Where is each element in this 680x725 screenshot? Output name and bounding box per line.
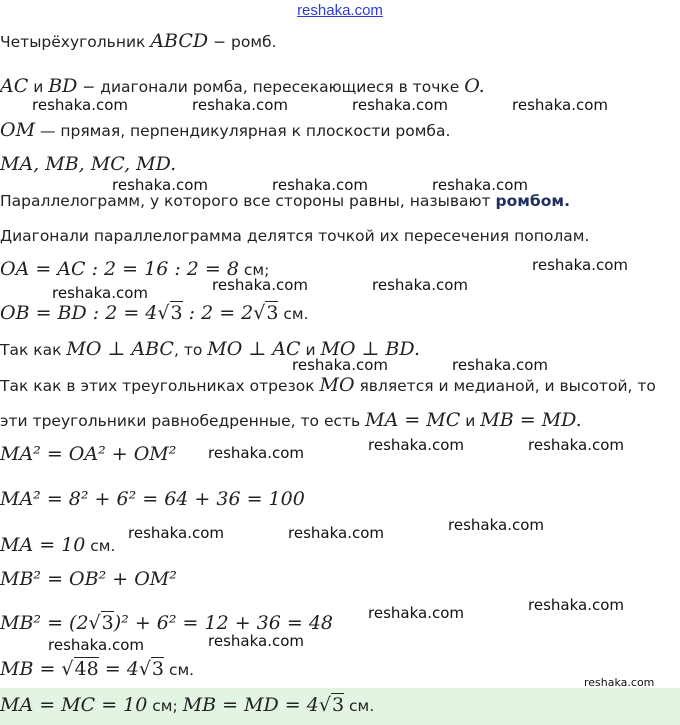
math: OA = AC : 2 = 16 : 2 = 8 xyxy=(0,258,239,280)
math: MA = 10 xyxy=(0,534,86,556)
text: является и медианой, и высотой, то xyxy=(354,377,656,395)
watermark: reshaka.com xyxy=(528,436,624,454)
math: MO ⊥ ABC xyxy=(66,338,174,360)
sqrt-value: 3 xyxy=(331,694,345,716)
line-ma-calc xyxy=(0,488,305,511)
sqrt-sign: √ xyxy=(138,658,151,680)
math: MB = xyxy=(0,658,62,680)
watermark: reshaka.com xyxy=(288,524,384,542)
line-median xyxy=(0,374,656,397)
watermark: reshaka.com xyxy=(208,632,304,650)
watermark: reshaka.com xyxy=(352,96,448,114)
math: OB = BD : 2 = 4 xyxy=(0,302,158,324)
math: = 4 xyxy=(98,658,139,680)
text: эти треугольники равнобедренные, то есть xyxy=(0,412,366,430)
line-mb-result xyxy=(0,658,194,681)
watermark: reshaka.com xyxy=(448,516,544,534)
watermark: reshaka.com xyxy=(452,356,548,374)
watermark: reshaka.com xyxy=(368,436,464,454)
sqrt-value: 3 xyxy=(170,302,183,324)
line-om xyxy=(0,119,450,142)
watermark: reshaka.com xyxy=(432,176,528,194)
text: , то xyxy=(173,341,208,359)
math: MB² = OB² + OM² xyxy=(0,568,177,590)
watermark: reshaka.com xyxy=(528,596,624,614)
answer-box xyxy=(0,688,680,725)
sqrt-value: 3 xyxy=(266,302,279,324)
watermark: reshaka.com xyxy=(128,524,224,542)
line-segments xyxy=(0,153,176,176)
sqrt-sign: √ xyxy=(61,658,74,680)
math: MO xyxy=(319,374,355,396)
math: MA = MC = 10 xyxy=(0,694,148,716)
line-rhombus-def xyxy=(0,30,277,53)
math: MA² = 8² + 6² = 64 + 36 = 100 xyxy=(0,488,305,510)
unit: см; xyxy=(238,261,270,279)
text: см; xyxy=(147,697,183,715)
watermark: reshaka.com xyxy=(368,604,464,622)
watermark: reshaka.com xyxy=(512,96,608,114)
text: и xyxy=(460,412,481,430)
math: MB = MD. xyxy=(480,409,582,431)
math: MA, MB, MC, MD. xyxy=(0,153,177,175)
text: Параллелограмм, у которого все стороны равны, называют xyxy=(0,192,496,210)
math: MA = MC xyxy=(365,409,461,431)
math: MB = MD = 4 xyxy=(182,694,319,716)
sqrt-value: 3 xyxy=(101,612,114,634)
line-ma-result xyxy=(0,534,115,557)
sqrt-sign: √ xyxy=(157,302,170,324)
math: BD xyxy=(48,75,78,97)
text: − диагонали ромба, пересекающиеся в точке xyxy=(77,78,465,96)
watermark: reshaka.com xyxy=(272,176,368,194)
math: ABCD xyxy=(150,30,209,52)
math: : 2 = 2 xyxy=(182,302,254,324)
math: MA² = OA² + OM² xyxy=(0,443,177,465)
watermark: reshaka.com xyxy=(532,256,628,274)
watermark: reshaka.com xyxy=(372,276,468,294)
sqrt-value: 48 xyxy=(74,658,99,680)
math: MO ⊥ AC xyxy=(207,338,301,360)
text: см. xyxy=(344,697,375,715)
line-diagonals xyxy=(0,75,485,98)
math: MO ⊥ BD. xyxy=(320,338,420,360)
text: Четырёхугольник xyxy=(0,33,146,51)
math: MB² = (2 xyxy=(0,612,89,634)
answer-line xyxy=(0,694,374,717)
sqrt-value: 3 xyxy=(151,658,165,680)
text: и xyxy=(28,78,49,96)
watermark: reshaka.com xyxy=(112,176,208,194)
text: Так как xyxy=(0,341,67,359)
line-mb-formula xyxy=(0,568,177,591)
line-isosceles xyxy=(0,409,582,432)
watermark: reshaka.com xyxy=(292,356,388,374)
sqrt-sign: √ xyxy=(253,302,266,324)
math: O. xyxy=(464,75,485,97)
watermark: reshaka.com xyxy=(52,284,148,302)
text: и xyxy=(300,341,321,359)
line-ob xyxy=(0,302,309,325)
bold-term: ромбом. xyxy=(495,192,570,210)
text: — прямая, перпендикулярная к плоскости ромба. xyxy=(35,122,451,140)
watermark: reshaka.com xyxy=(208,444,304,462)
unit: см. xyxy=(85,537,116,555)
text: − ромб. xyxy=(213,33,277,51)
text: Диагонали параллелограмма делятся точкой их пересечения пополам. xyxy=(0,227,590,245)
math: AC xyxy=(0,75,29,97)
math: OM xyxy=(0,119,36,141)
text: Так как в этих треугольниках отрезок xyxy=(0,377,320,395)
watermark: reshaka.com xyxy=(32,96,128,114)
unit: см. xyxy=(278,305,309,323)
sqrt-sign: √ xyxy=(88,612,101,634)
sqrt-sign: √ xyxy=(318,694,331,716)
watermark: reshaka.com xyxy=(48,636,144,654)
line-ma-formula xyxy=(0,443,176,466)
site-link[interactable]: reshaka.com xyxy=(297,2,383,19)
math: )² + 6² = 12 + 36 = 48 xyxy=(113,612,334,634)
watermark: reshaka.com xyxy=(212,276,308,294)
watermark: reshaka.com xyxy=(192,96,288,114)
unit: см. xyxy=(164,661,195,679)
line-diagonals-bisect xyxy=(0,225,589,247)
watermark: reshaka.com xyxy=(584,676,655,689)
